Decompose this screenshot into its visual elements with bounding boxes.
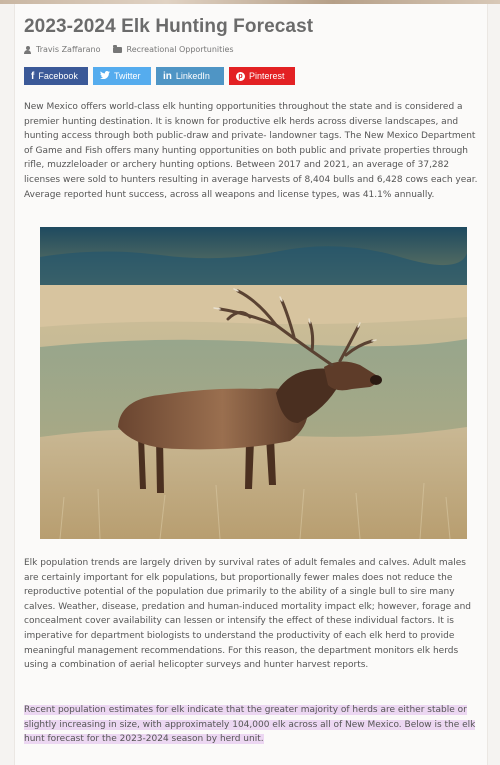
folder-icon (113, 47, 122, 53)
linkedin-share-label: LinkedIn (175, 71, 210, 81)
elk-photo (40, 227, 467, 539)
article-meta (24, 45, 234, 54)
twitter-share-label: Twitter (114, 71, 141, 81)
user-icon (24, 46, 31, 54)
pinterest-icon: p (236, 72, 245, 81)
population-estimate-paragraph (24, 703, 480, 747)
linkedin-icon: in (163, 70, 172, 82)
article-container (14, 4, 488, 765)
linkedin-share-button[interactable] (156, 67, 224, 85)
pinterest-share-button[interactable] (229, 67, 295, 85)
twitter-share-button[interactable] (93, 67, 151, 85)
article-title: 2023-2024 Elk Hunting Forecast (24, 16, 314, 37)
population-trends-paragraph: Elk population trends are largely driven by survival rates of adult females and calves. Adult males are certainly important for elk populations, but proportionally fewer males does not reduce the reproductive potential of the population due primarily to the ability of a single bull to sire many calves. Weather, disease, predation and human-induced mortality impact elk; however, forage and concealment cover availability can lessen or intensify the effect of these individual factors. It is imperative for department biologists to understand the productivity of each elk herd to provide meaningful management recommendations. For this reason, the department monitors elk herds using a combination of aerial helicopter surveys and hunter harvest reports. (24, 558, 471, 671)
facebook-share-label: Facebook (38, 71, 78, 81)
intro-paragraph: New Mexico offers world-class elk hunting opportunities throughout the state and is considered a premier hunting destination. It is known for productive elk herds across diverse landscapes, and hunting access through both public-draw and private- landowner tags. The New Mexico Department of Game and Fish offers many hunting opportunities on both public and private properties through rifle, muzzleloader or archery hunting options. Between 2017 and 2021, an average of 37,282 licenses were sold to hunters resulting in average harvests of 8,404 bulls and 6,428 cows each year. Average reported hunt success, across all weapons and license types, was 41.1% annually. (24, 102, 478, 200)
author-link[interactable]: Travis Zaffarano (36, 45, 101, 54)
pinterest-share-label: Pinterest (249, 71, 285, 81)
twitter-icon (100, 71, 110, 82)
facebook-icon: f (31, 70, 35, 82)
share-buttons (24, 67, 300, 85)
category-link[interactable]: Recreational Opportunities (126, 45, 234, 54)
facebook-share-button[interactable] (24, 67, 88, 85)
highlighted-text: Recent population estimates for elk indicate that the greater majority of herds are either stable or slightly increasing in size, with approximately 104,000 elk across all of New Mexico. Below is the elk hunt forecast for the 2023-2024 season by herd unit. (24, 705, 476, 745)
